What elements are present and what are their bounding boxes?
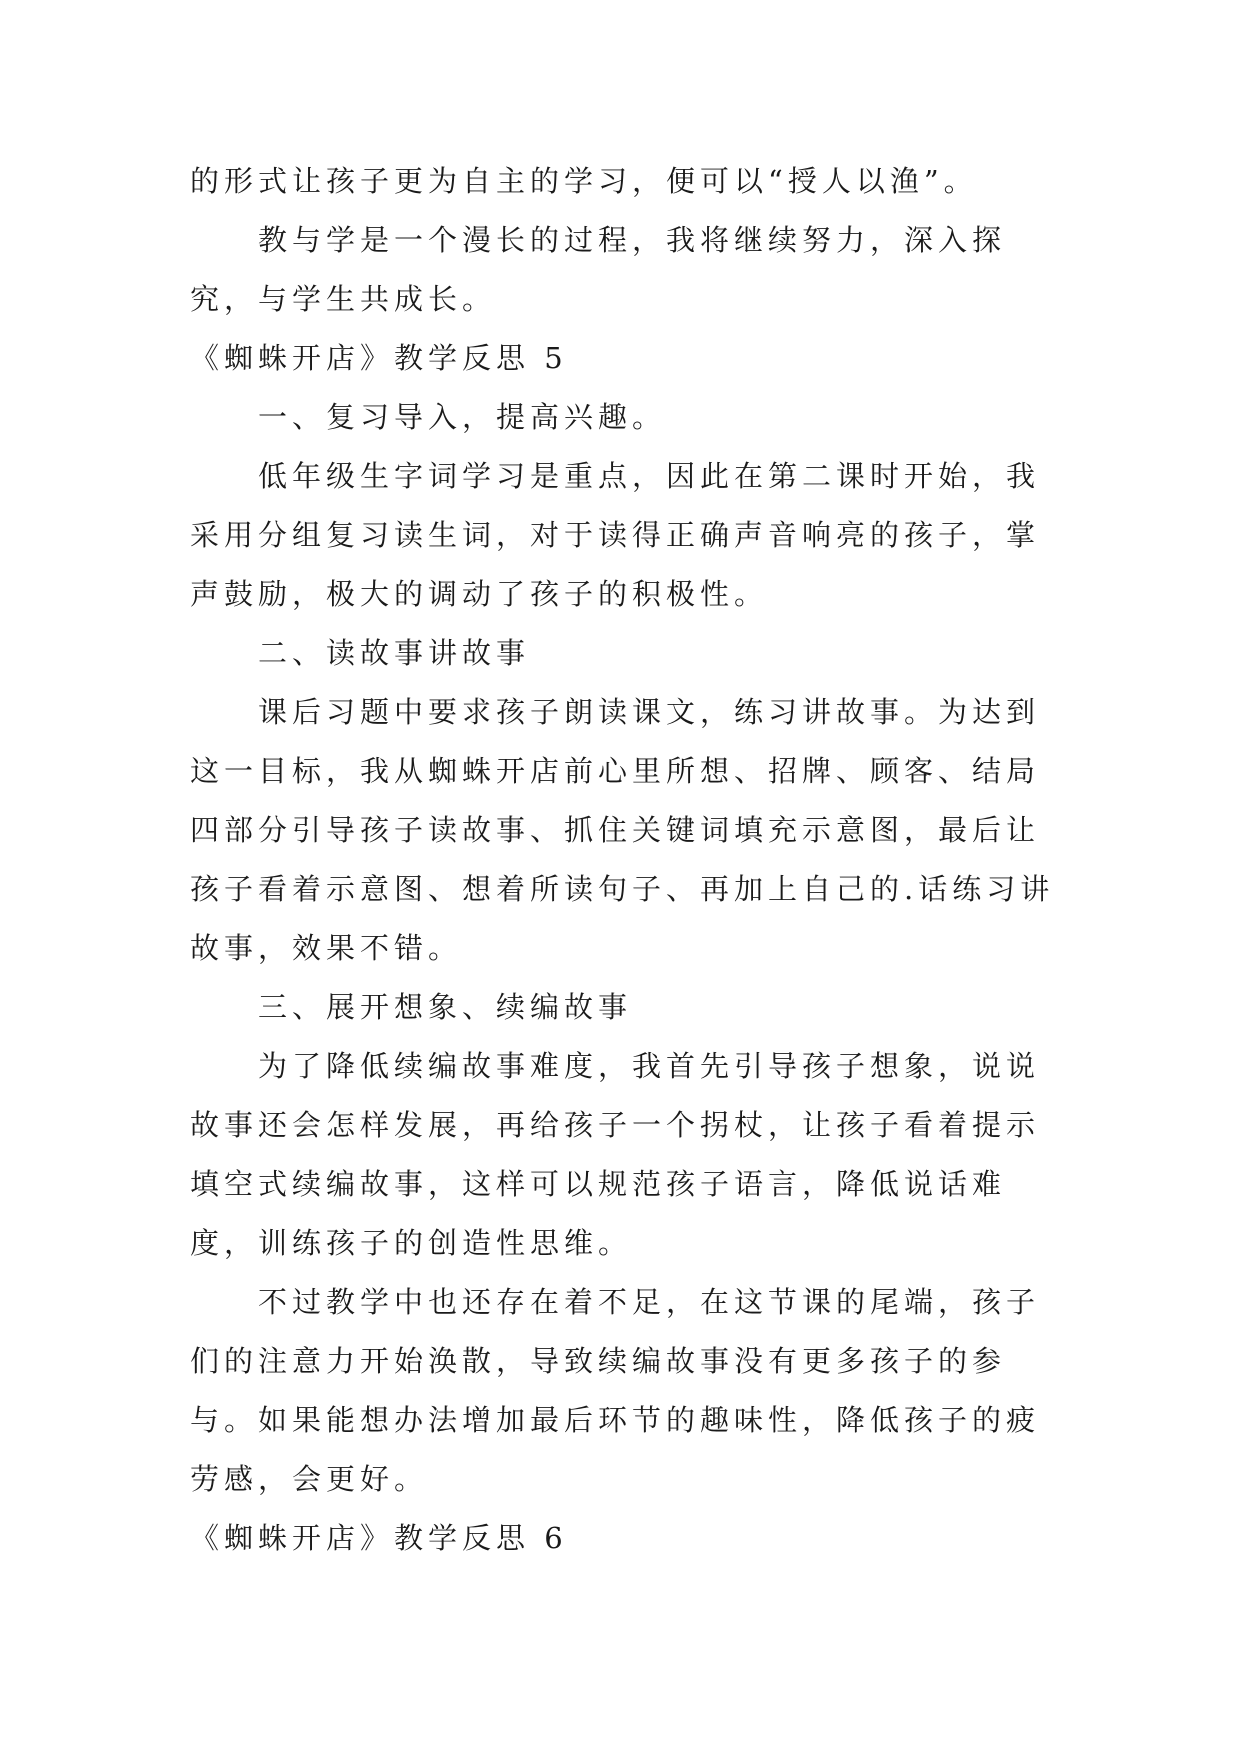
section-heading-5: 《蜘蛛开店》教学反思 5 xyxy=(190,341,568,375)
subheading-imagination: 三、展开想象、续编故事 xyxy=(258,990,633,1024)
paragraph-vocabulary: 低年级生字词学习是重点，因此在第二课时开始，我采用分组复习读生词，对于读得正确声音响亮的孩子，掌声鼓励，极大的调动了孩子的积极性。 xyxy=(190,459,1041,611)
section-heading-6: 《蜘蛛开店》教学反思 6 xyxy=(190,1521,568,1555)
paragraph-imagination: 为了降低续编故事难度，我首先引导孩子想象，说说故事还会怎样发展，再给孩子一个拐杖，让孩子看着提示填空式续编故事，这样可以规范孩子语言，降低说话难度，训练孩子的创造性思维。 xyxy=(190,1049,1041,1260)
paragraph-storytelling: 课后习题中要求孩子朗读课文，练习讲故事。为达到这一目标，我从蜘蛛开店前心里所想、招牌、顾客、结局四部分引导孩子读故事、抓住关键词填充示意图，最后让孩子看着示意图、想着所读句子、再加上自己的.话练习讲故事，效果不错。 xyxy=(190,695,1055,965)
paragraph-continuation: 的形式让孩子更为自主的学习，便可以“授人以渔”。 xyxy=(190,164,978,198)
paragraph-closing: 教与学是一个漫长的过程，我将继续努力，深入探究，与学生共成长。 xyxy=(190,223,1007,316)
paragraph-shortcomings: 不过教学中也还存在着不足，在这节课的尾端，孩子们的注意力开始涣散，导致续编故事没有更多孩子的参与。如果能想办法增加最后环节的趣味性，降低孩子的疲劳感，会更好。 xyxy=(190,1285,1041,1496)
subheading-storytelling: 二、读故事讲故事 xyxy=(258,636,531,670)
document-body xyxy=(190,152,1070,1568)
subheading-review-intro: 一、复习导入，提高兴趣。 xyxy=(258,400,667,434)
